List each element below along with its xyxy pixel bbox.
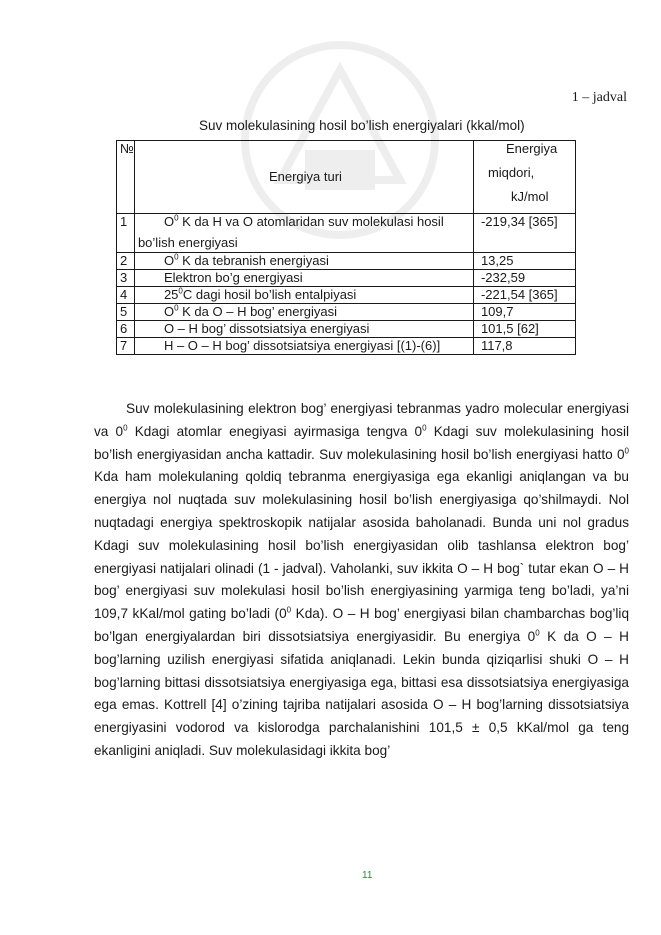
row-energy-type: O – H bog’ dissotsiatsiya energiyasi (134, 321, 473, 338)
row-energy-type: H – O – H bog’ dissotsiatsiya energiyasi [(1)-(6)] (134, 338, 473, 355)
header-energy-type: Energiya turi (134, 141, 473, 214)
table-row (117, 270, 576, 287)
row-energy-value: -221,54 [365] (473, 287, 575, 304)
table-title: Suv molekulasining hosil bo’lish energiyalari (kkal/mol) (199, 118, 525, 133)
row-energy-value: 117,8 (473, 338, 575, 355)
header-value-line3: kJ/mol (510, 189, 549, 204)
row-energy-type: Elektron bo’g energiyasi (134, 270, 473, 287)
row-energy-type: $25^0C$ dagi hosil bo’lish entalpiyasi (134, 287, 473, 304)
energy-table (116, 140, 576, 355)
row-energy-value: -219,34 [365] (473, 214, 575, 253)
table-row (117, 338, 576, 355)
row-number: 5 (117, 304, 135, 321)
table-header-row (117, 141, 576, 214)
page-number: 11 (362, 870, 373, 881)
table-row (117, 253, 576, 270)
row-energy-type: $O^0$ K da tebranish energiyasi (134, 253, 473, 270)
body-paragraph: Suv molekulasining elektron bog’ energiyasi tebranmas yadro molecular energiyasi va $0^0$ Kdagi atomlar enegiyasi ayirmasiga tengva $0^0$ Kdagi suv molekulasining hosil bo’lish energiyasidan ancha kattadir. Suv molekulasining hosil bo’lish energiyasi hatto $0^0$ Kda ham molekulaning qoldiq tebranma energiyasiga ega ekanligi aniqlangan va bu energiya nol nuqtada suv molekulasining hosil bo’lish energiyasiga qo’shilmaydi. Nol nuqtadagi energiya spektroskopik natijalar asosida baholanadi. Bunda uni nol gradus Kdagi suv molekulasining hosil bo’lish energiyasidan olib tashlansa elektron bog’ energiyasi natijalari olinadi (1 - jadval). Vaholanki, suv ikkita O – H bog` tutar ekan O – H bog’ energiyasi suv molekulasi hosil bo’lish energiyasining yarmiga teng bo’ladi, ya’ni 109,7 kKal/mol gating bo’ladi ($0^0$ Kda). O – H bog’ energiyasi bilan chambarchas bog’liq bo’lgan energiyalardan biri dissotsiatsiya energiyasidir. Bu energiya $0^0$ K da O – H bog’larning uzilish energiyasi sifatida aniqlanadi. Lekin bunda qiziqarlisi shuki O – H bog’larning bittasi dissotsiatsiya energiyasiga ega, bittasi esa dissotsiatsiya energiyasiga ega emas. Kottrell [4] o’zining tajriba natijalari asosida O – H bog’larning dissotsiatsiya energiyasini vodorod va kislorodga parchalanishini 101,5 ± 0,5 kKal/mol ga teng ekanligini aniqladi. Suv molekulasidagi ikkita bog’ (94, 401, 629, 758)
header-no: № (117, 141, 135, 214)
row-energy-type: $O^0$ K da O – H bog’ energiyasi (134, 304, 473, 321)
row-number: 1 (117, 214, 135, 253)
table-row (117, 321, 576, 338)
row-energy-value: -232,59 (473, 270, 575, 287)
table-row (117, 214, 576, 253)
row-number: 7 (117, 338, 135, 355)
row-energy-value: 109,7 (473, 304, 575, 321)
row-number: 6 (117, 321, 135, 338)
table-row (117, 304, 576, 321)
row-number: 3 (117, 270, 135, 287)
header-energy-value (473, 141, 575, 214)
header-value-line1: Energiya (505, 141, 558, 156)
table-number: 1 – jadval (571, 90, 627, 105)
row-number: 4 (117, 287, 135, 304)
row-number: 2 (117, 253, 135, 270)
table-row (117, 287, 576, 304)
row-energy-type: $O^0$ K da H va O atomlaridan suv molekulasi hosil bo’lish energiyasi (134, 214, 473, 253)
header-value-line2: miqdori, (487, 165, 535, 180)
row-energy-value: 13,25 (473, 253, 575, 270)
row-energy-value: 101,5 [62] (473, 321, 575, 338)
